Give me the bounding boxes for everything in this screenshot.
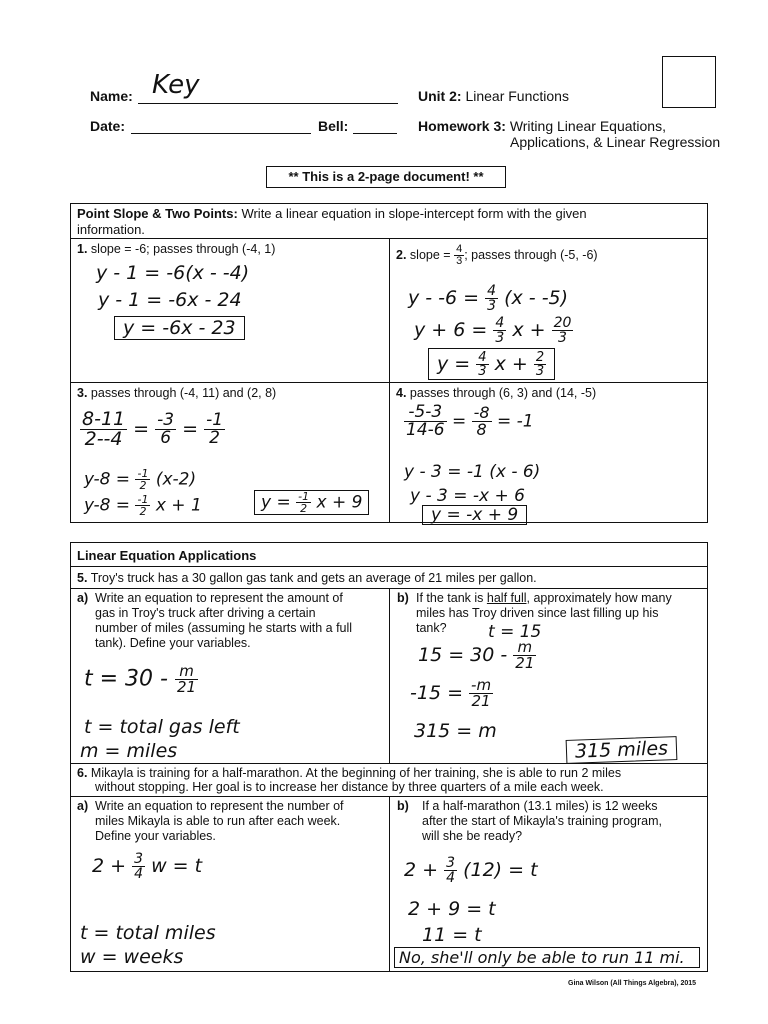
date-line[interactable] (131, 132, 311, 134)
q6a-text-line1: Write an equation to represent the number of (95, 799, 344, 813)
bell-label: Bell: (318, 118, 349, 134)
date-label: Date: (90, 118, 126, 134)
q6-num: 6. (77, 766, 88, 780)
q5b-w2-fraction (469, 678, 493, 709)
q6a-def-1: t = total miles (80, 922, 216, 944)
q5-prompt (77, 571, 537, 586)
p2-w2-fraction (493, 316, 506, 345)
q5b-work-3: 315 = m (414, 720, 497, 742)
q6b-label (397, 799, 409, 814)
s1-col-divider (389, 238, 390, 523)
s1-title-line2: information. (77, 222, 145, 237)
hw-title-line2: Applications, & Linear Regression (510, 134, 721, 150)
p4-slope-eq1: = (452, 411, 467, 432)
p2-w2-num: 4 (495, 315, 505, 331)
q5b-w2-num: -m (471, 676, 492, 694)
q6-text-line1: Mikayla is training for a half-marathon. At the beginning of her training, she is able to run 2 miles (90, 766, 622, 780)
problem-4-text: passes through (6, 3) and (14, -5) (409, 386, 597, 400)
p3-answer-box (254, 490, 369, 515)
q5b-w2-den: 21 (471, 692, 491, 710)
p2-w1-fraction (485, 284, 498, 313)
q6a-label (77, 799, 88, 814)
p3-a-fraction (296, 491, 311, 514)
q5a-eq-pre: t = 30 - (84, 666, 168, 692)
q6a-equation (92, 852, 202, 881)
footer-credit: Gina Wilson (All Things Algebra), 2015 (568, 980, 697, 987)
q6a-text (95, 799, 344, 844)
hw-label: Homework 3: (418, 118, 506, 134)
p3-slope-num: 8-11 (82, 408, 126, 430)
problem-4-num: 4. (396, 386, 407, 400)
p4-slope-den-2: 8 (476, 420, 487, 439)
name-label: Name: (90, 88, 133, 104)
q5a-letter: a) (77, 591, 89, 605)
q5b-given: t = 15 (488, 622, 542, 642)
q5b-text-line1 (416, 591, 672, 606)
name-line (138, 102, 398, 104)
q5b-w1-den: 21 (515, 654, 535, 672)
unit-label: Unit 2: (418, 88, 462, 104)
p4-work-1: y - 3 = -1 (x - 6) (404, 462, 541, 482)
p3-work-1 (84, 468, 196, 491)
p2-w1-pre: y - -6 = (408, 287, 480, 309)
p2-work-2 (414, 316, 573, 345)
q6-top-divider (70, 763, 708, 764)
bell-line[interactable] (353, 132, 397, 134)
hw-heading (418, 118, 666, 134)
q5b-text-underlined: half full (486, 591, 527, 605)
p3-w1-pre: y-8 = (84, 469, 131, 490)
q6b-text-line1: If a half-marathon (13.1 miles) is 12 weeks (422, 799, 658, 813)
p2-w2-fraction-2 (552, 316, 574, 345)
p4-slope-num: -5-3 (404, 404, 447, 422)
q5b-letter: b) (397, 591, 409, 605)
p2-a-fraction (476, 351, 488, 378)
p3-w1-num: -1 (137, 467, 149, 480)
q5b-w1-fraction (513, 640, 536, 671)
p3-slope-fraction (80, 410, 127, 449)
p2-w2-num-2: 20 (553, 315, 572, 331)
q6a-eq-post: w = t (151, 855, 203, 877)
problem-3-num: 3. (77, 386, 88, 400)
q6b-letter: b) (397, 799, 409, 813)
q6b-w1-num: 3 (446, 855, 456, 871)
p3-a-pre: y = (261, 492, 291, 513)
problem-2-num: 2. (396, 247, 407, 262)
q5a-text-line1: Write an equation to represent the amount of (95, 591, 343, 605)
q6b-work-3: 11 = t (422, 924, 482, 946)
p4-slope-eq2: = -1 (497, 411, 534, 432)
q5b-text-line2: miles has Troy driven since last filling up his (416, 606, 659, 620)
s2-title: Linear Equation Applications (77, 548, 257, 563)
s2-header-divider (70, 566, 708, 567)
q5-col-divider (389, 588, 390, 763)
p2-a-pre: y = (437, 353, 471, 375)
p3-w1-den: 2 (139, 479, 147, 492)
q6b-w1-den: 4 (446, 870, 456, 886)
p4-slope-fraction-2 (472, 405, 492, 438)
p2-w2-mid: x + (512, 319, 546, 341)
q6-prompt (77, 766, 621, 781)
p2-work-1 (408, 284, 568, 313)
p3-slope-num-2: -3 (157, 410, 175, 430)
p2-w1-post: (x - -5) (504, 287, 569, 309)
problem-2-text-pre: slope = (409, 247, 451, 262)
problem-3-prompt (77, 386, 276, 401)
q5a-def-1: t = total gas left (84, 716, 240, 738)
p2-w2-den: 3 (495, 330, 505, 346)
p2-a-mid: x + (494, 353, 528, 375)
q5a-text-line3: number of miles (assuming he starts with a full (95, 621, 353, 635)
s1-title-rest: Write a linear equation in slope-intercept form with the given (241, 206, 587, 221)
p2-slope-den: 3 (456, 255, 463, 267)
q6b-w1-post: (12) = t (463, 859, 538, 881)
q5a-text (95, 591, 352, 651)
problem-4-prompt (396, 386, 596, 401)
p2-a-den: 3 (478, 364, 487, 379)
p3-w2-fraction (135, 494, 150, 517)
q5a-eq-den: 21 (176, 678, 197, 696)
q6b-answer-box: No, she'll only be able to run 11 mi. (394, 947, 700, 968)
q5b-text-pre: If the tank is (416, 591, 484, 605)
q5a-def-2: m = miles (80, 740, 178, 762)
p3-a-post: x + 9 (316, 492, 363, 513)
p4-answer-box: y = -x + 9 (422, 505, 527, 525)
q6b-text (422, 799, 662, 844)
q6b-text-line2: after the start of Mikayla's training program, (422, 814, 662, 828)
p3-w1-fraction (135, 468, 150, 491)
two-page-notice: ** This is a 2-page document! ** (266, 166, 506, 188)
s1-title-bold: Point Slope & Two Points: (77, 206, 238, 221)
q6b-w1-pre: 2 + (404, 859, 439, 881)
p3-slope-den-2: 6 (160, 428, 172, 448)
p3-work-2 (84, 494, 202, 517)
p3-w2-num: -1 (137, 493, 149, 506)
q5a-text-line4: tank). Define your variables. (95, 636, 251, 650)
q5b-text (416, 591, 672, 636)
p4-slope-fraction (404, 404, 447, 439)
s1-title (77, 206, 705, 221)
name-value[interactable]: Key (152, 70, 200, 100)
p2-a-num: 4 (478, 350, 487, 365)
q5-num: 5. (77, 571, 88, 585)
p3-slope-den: 2--4 (84, 428, 123, 450)
q5b-answer-box: 315 miles (566, 736, 678, 764)
q6-col-divider (389, 796, 390, 972)
problem-3-text: passes through (-4, 11) and (2, 8) (90, 386, 277, 400)
p3-w1-post: (x-2) (155, 469, 197, 490)
problem-2-text-post: ; passes through (-5, -6) (464, 247, 598, 262)
q5b-w1-pre: 15 = 30 - (418, 644, 508, 666)
q6a-def-2: w = weeks (80, 946, 184, 968)
p2-a-den-2: 3 (535, 364, 545, 379)
p3-w2-den: 2 (139, 505, 147, 518)
p4-work-2: y - 3 = -x + 6 (410, 486, 525, 506)
unit-title: Linear Functions (465, 88, 569, 104)
problem-1-text: slope = -6; passes through (-4, 1) (90, 242, 276, 256)
p3-slope-eq2: = (182, 418, 199, 440)
q5-text: Troy's truck has a 30 gallon gas tank and gets an average of 21 miles per gallon. (90, 571, 537, 585)
unit-heading (418, 88, 569, 104)
q5b-w2-pre: -15 = (410, 682, 463, 704)
q5a-eq-num: m (175, 664, 198, 680)
p2-a-num-2: 2 (535, 350, 545, 365)
p1-answer-box: y = -6x - 23 (114, 316, 245, 340)
q6b-w1-fraction (444, 856, 457, 885)
q5a-label (77, 591, 88, 606)
p2-a-fraction-2 (534, 351, 546, 378)
p4-slope-num-2: -8 (473, 403, 490, 422)
problem-1-prompt (77, 242, 275, 257)
q6b-work-1 (404, 856, 538, 885)
q5a-equation (84, 664, 198, 695)
p1-work-2: y - 1 = -6x - 24 (98, 289, 242, 311)
p2-slope-num: 4 (456, 243, 463, 255)
problem-2-prompt (396, 244, 598, 267)
score-box[interactable] (662, 56, 716, 108)
p2-slope-fraction (454, 244, 464, 267)
p3-slope-num-3: -1 (206, 410, 224, 430)
q6b-work-2: 2 + 9 = t (408, 898, 496, 920)
q6a-letter: a) (77, 799, 89, 813)
p4-slope-work (404, 404, 534, 439)
q5b-text-line3: tank? (416, 621, 447, 635)
q6b-text-line3: will she be ready? (422, 829, 523, 843)
q6a-eq-num: 3 (134, 851, 144, 867)
q5b-w1-num: m (513, 640, 536, 656)
q5b-text-post: , approximately how many (526, 591, 672, 605)
p2-w2-den-2: 3 (558, 330, 567, 346)
p3-a-num: -1 (298, 490, 310, 503)
p3-w2-post: x + 1 (155, 495, 202, 516)
q5b-work-2 (410, 678, 493, 709)
p3-w2-pre: y-8 = (84, 495, 131, 516)
p2-w1-den: 3 (487, 298, 497, 314)
q5a-eq-fraction (175, 664, 198, 695)
p3-slope-fraction-2 (155, 412, 176, 447)
q5b-work-1 (418, 640, 536, 671)
hw-title-line1: Writing Linear Equations, (509, 118, 666, 134)
p2-w1-num: 4 (487, 283, 497, 299)
q5a-text-line2: gas in Troy's truck after driving a certain (95, 606, 316, 620)
p1-work-1: y - 1 = -6(x - -4) (96, 262, 250, 284)
p3-slope-den-3: 2 (209, 428, 220, 448)
p4-slope-den: 14-6 (406, 420, 445, 440)
q6a-text-line3: Define your variables. (95, 829, 216, 843)
q6a-eq-fraction (132, 852, 145, 881)
p2-answer-box (428, 348, 555, 380)
p2-w2-pre: y + 6 = (414, 319, 488, 341)
q6a-eq-den: 4 (134, 866, 144, 882)
problem-1-num: 1. (77, 242, 88, 256)
q5b-label (397, 591, 409, 606)
q6a-text-line2: miles Mikayla is able to run after each week. (95, 814, 341, 828)
p3-slope-fraction-3 (204, 412, 225, 447)
p3-slope-work (80, 410, 225, 449)
q6a-eq-pre: 2 + (92, 855, 127, 877)
q6-text-line2: without stopping. Her goal is to increase her distance by three quarters of a mile each week. (95, 780, 604, 794)
p3-a-den: 2 (300, 502, 308, 515)
p3-slope-eq1: = (133, 418, 150, 440)
